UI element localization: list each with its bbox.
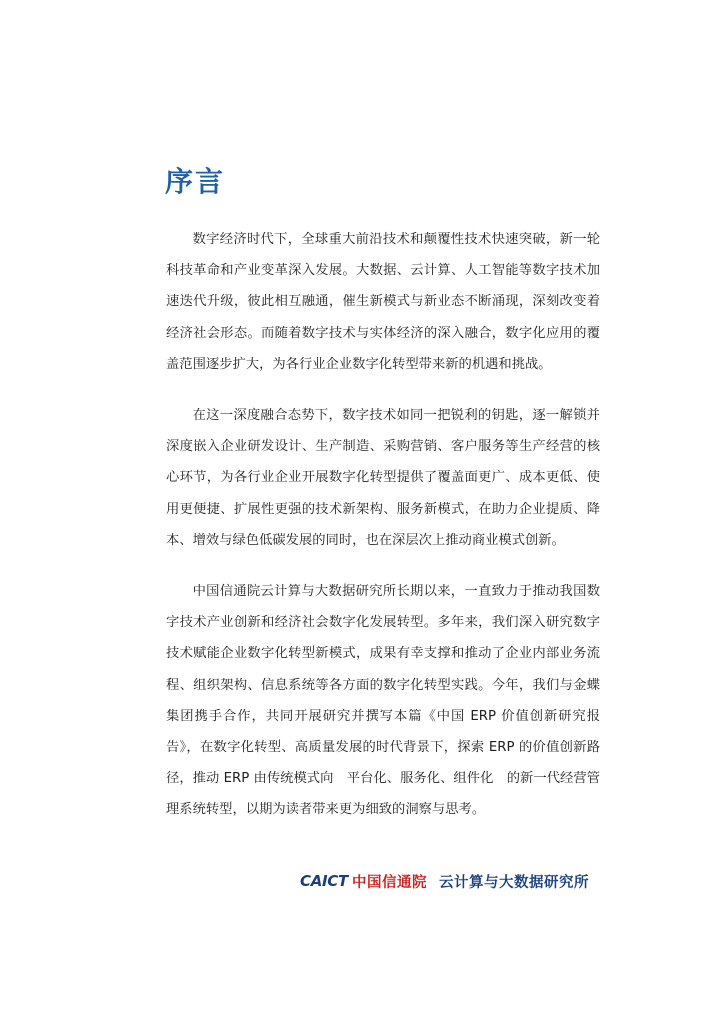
paragraph-2: 在这一深度融合态势下，数字技术如同一把锐利的钥匙，逐一解锁并深度嵌入企业研发设计、生产制造、采购营销、客户服务等生产经营的核心环节，为各行业企业开展数字化转型提供了覆盖面更广、成本更低、使用更便捷、扩展性更强的技术新架构、服务新模式，在助力企业提质、降本、增效与绿色低碳发展的同时，也在深层次上推动商业模式创新。	[166, 408, 600, 548]
paragraph-3: 中国信通院云计算与大数据研究所长期以来，一直致力于推动我国数字技术产业创新和经济社会数字化发展转型。多年来，我们深入研究数字技术赋能企业数字化转型新模式，成果有幸支撑和推动了企业内部业务流程、组织架构、信息系统等各方面的数字化转型实践。今年，我们与金蝶集团携手合作，共同开展研究并撰写本篇《中国 ERP 价值创新研究报告》，在数字化转型、高质量发展的时代背景下，探索 ERP 的价值创新路径，推动 ERP 由传统模式向 平台化、服务化、组件化 的新一代经营管理系统转型，以期为读者带来更为细致的洞察与思考。	[166, 584, 600, 818]
paragraph-1: 数字经济时代下，全球重大前沿技术和颠覆性技术快速突破，新一轮科技革命和产业变革深入发展。大数据、云计算、人工智能等数字技术加速迭代升级，彼此相互融通，催生新模式与新业态不断涌现，深刻改变着经济社会形态。而随着数字技术与实体经济的深入融合，数字化应用的覆盖范围逐步扩大，为各行业企业数字化转型带来新的机遇和挑战。	[166, 232, 600, 372]
footer-logo	[300, 866, 589, 896]
page-title: 序言	[165, 165, 226, 198]
caict-logo-text: CAICT	[300, 872, 348, 890]
institute-name: 云计算与大数据研究所	[438, 874, 589, 891]
org-name: 中国信通院	[351, 874, 427, 891]
preface-body	[166, 224, 600, 846]
